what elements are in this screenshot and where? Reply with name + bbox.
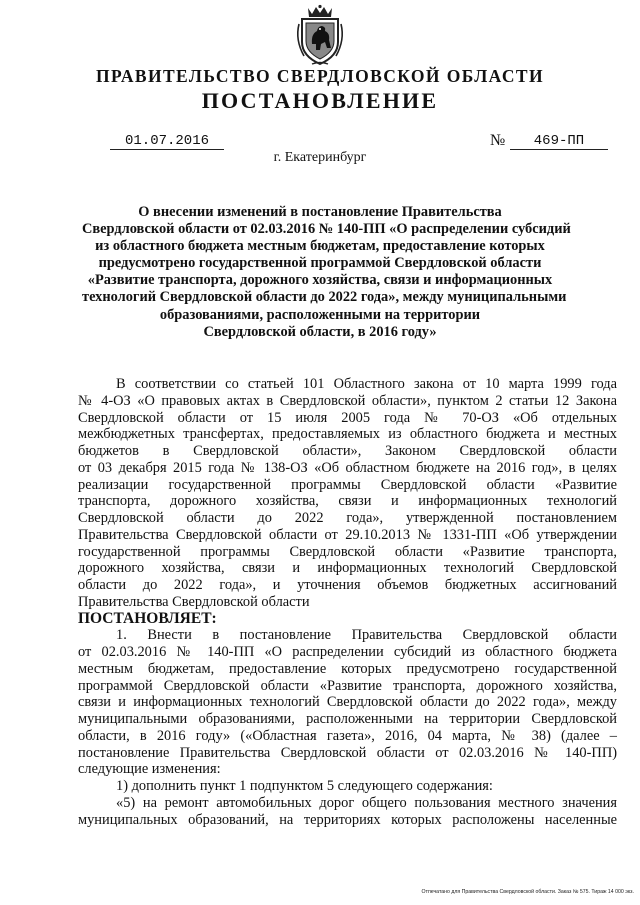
- document-number: 469-ПП: [510, 133, 608, 150]
- document-date: 01.07.2016: [110, 133, 224, 150]
- body-line: 1) дополнить пункт 1 подпунктом 5 следующего содержания:: [116, 778, 493, 794]
- body-line: межбюджетных трансфертах, предоставляемых из областного бюджета и местных: [78, 426, 617, 443]
- body-line: реализации государственной программы Свердловской области «Развитие: [78, 476, 617, 493]
- body-line: 1. Внести в постановление Правительства Свердловской области: [116, 627, 617, 644]
- document-body: [78, 376, 617, 828]
- heading-line: технологий Свердловской области до 2022 года», между муниципальными: [82, 289, 567, 306]
- heading-line: «Развитие транспорта, дорожного хозяйства, связи и информационных: [87, 272, 553, 289]
- heading-line: Свердловской области от 02.03.2016 № 140-ПП «О распределении субсидий: [82, 221, 571, 238]
- heading-line: из областного бюджета местным бюджетам, предоставление которых: [95, 238, 545, 255]
- body-line: транспорта, дорожного хозяйства, связи и информационных технологий: [78, 493, 617, 510]
- body-line: дорожного хозяйства, связи и информационных технологий Свердловской: [78, 560, 617, 577]
- resolve-keyword: ПОСТАНОВЛЯЕТ:: [78, 609, 217, 627]
- heading-line: О внесении изменений в постановление Правительства: [138, 204, 502, 220]
- body-line: связи и информационных технологий Свердловской области до 2022 года», между: [78, 694, 617, 711]
- coat-of-arms-icon: [294, 4, 346, 66]
- body-line: области, в 2016 году» («Областная газета», 2016, 04 марта, № 38) (далее –: [78, 727, 617, 744]
- heading-line: предусмотрено государственной программой Свердловской области: [98, 255, 542, 272]
- government-name: ПРАВИТЕЛЬСТВО СВЕРДЛОВСКОЙ ОБЛАСТИ: [96, 66, 544, 86]
- body-line: от 02.03.2016 № 140-ПП «О распределении субсидий из областного бюджета: [78, 644, 617, 660]
- body-line: В соответствии со статьей 101 Областного закона от 10 марта 1999 года: [116, 376, 617, 392]
- body-line: Свердловской области до 2022 года», утвержденной постановлением: [78, 510, 617, 526]
- number-sign: №: [490, 132, 506, 149]
- body-line: программой Свердловской области «Развитие транспорта, дорожного хозяйства,: [78, 677, 617, 694]
- print-footer: Отпечатано для Правительства Свердловской области. Заказ № 575. Тираж 14 000 экз.: [421, 889, 634, 895]
- body-line: муниципальными образованиями, расположенными на территории Свердловской: [78, 711, 617, 727]
- body-line: бюджетов в Свердловской области», Законом Свердловской области: [78, 443, 617, 459]
- body-line: «5) на ремонт автомобильных дорог общего пользования местного значения: [116, 794, 617, 811]
- document-heading: [82, 204, 571, 341]
- body-line: государственной программы Свердловской области «Развитие транспорта,: [78, 543, 617, 560]
- heading-line: образованиями, расположенными на территории: [159, 306, 481, 323]
- body-line: постановление Правительства Свердловской области от 02.03.2016 № 140-ПП): [78, 744, 617, 761]
- body-line: Свердловской области от 15 июля 2005 года № 70-ОЗ «Об отдельных: [78, 409, 617, 426]
- body-line: Правительства Свердловской области от 29.10.2013 № 1331-ПП «Об утверждении: [78, 526, 617, 543]
- body-line: Правительства Свердловской области: [78, 593, 310, 610]
- document-type: ПОСТАНОВЛЕНИЕ: [201, 88, 439, 113]
- body-line: области до 2022 года», и уточнения объемов бюджетных ассигнований: [78, 577, 617, 593]
- body-line: от 03 декабря 2015 года № 138-ОЗ «Об областном бюджете на 2016 год», в целях: [78, 459, 617, 476]
- body-line: следующие изменения:: [78, 761, 221, 778]
- body-line: муниципальных образований, на территориях которых расположены населенные: [78, 811, 617, 828]
- body-line: № 4-ОЗ «О правовых актах в Свердловской области», пунктом 2 статьи 12 Закона: [78, 392, 617, 409]
- heading-line: Свердловской области, в 2016 году»: [203, 323, 437, 340]
- document-city: г. Екатеринбург: [273, 150, 367, 165]
- body-line: местным бюджетам, предоставление которых предусмотрено государственной: [78, 660, 617, 677]
